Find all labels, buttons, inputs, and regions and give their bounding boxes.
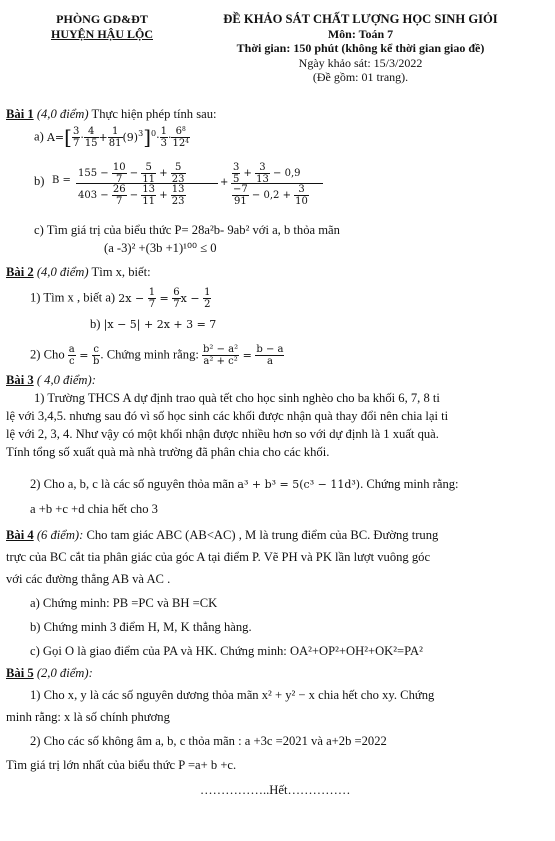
exam-time: Thời gian: 150 phút (không kể thời gian giao đề) — [236, 41, 485, 56]
bai2-label: Bài 2 — [6, 265, 34, 279]
bai2-q1a-prefix: 1) Tìm x , biết a) — [30, 290, 116, 305]
bai4-c: c) Gọi O là giao điểm của PA và HK. Chứng minh: OA²+OP²+OH²+OK²=PA² — [30, 644, 423, 658]
bai4-line1: Cho tam giác ABC (AB<AC) , M là trung điểm của BC. Đường trung — [86, 528, 439, 542]
bai3-p2-claim: . Chứng minh rằng: — [360, 477, 459, 491]
bai1-b-numerator: 155 − $\frac{10}{7}$ − $\frac{5}{11}$ + $\frac{5}{23}$ — [78, 162, 185, 185]
bai3-p1-line3: lệ với 2, 3, 4. Như vậy có một khối nhận được nhiều hơn so với dự định là 1 xuất quà. — [6, 427, 439, 441]
exam-date: Ngày khảo sát: 15/3/2022 — [298, 55, 423, 70]
bai2-intro: Tìm x, biết: — [91, 265, 151, 279]
bai3-points: ( 4,0 điểm): — [36, 373, 96, 387]
org-line-1: PHÒNG GD&ĐT — [56, 12, 148, 26]
bai1-points: (4,0 điểm) — [36, 107, 89, 121]
bai3-label: Bài 3 — [6, 373, 34, 387]
exam-title: ĐỀ KHẢO SÁT CHẤT LƯỢNG HỌC SINH GIỎI — [223, 12, 498, 26]
bai3-p1-line4: Tính tổng số xuất quà mà nhà trường đã phân chia cho các khối. — [6, 445, 330, 459]
bai4-b: b) Chứng minh 3 điểm H, M, K thẳng hàng. — [30, 620, 252, 634]
bai3-p2-line2: a +b +c +d chia hết cho 3 — [30, 502, 158, 516]
bai3-heading — [6, 372, 550, 388]
bai5-points: (2,0 điểm): — [36, 666, 93, 680]
bai5-label: Bài 5 — [6, 666, 34, 680]
bai4-points: (6 điểm): — [36, 528, 84, 542]
bai2-q2-prefix: 2) Cho — [30, 347, 65, 362]
bai1-b-label: b) — [34, 174, 45, 188]
bai1-a-formula: A=[ $\frac{3}{7}$ · $\frac{4}{15}$ + $\frac{1}{81}$ $(9)^3]^0\cdot$ $\frac{1}{3}$ · $\frac{6^8}{12^4}$ — [46, 124, 190, 149]
bai5-line4: Tìm giá trị lớn nhất của biểu thức P =a+ b +c. — [6, 758, 237, 772]
end-marker: ……………..Hết…………… — [200, 783, 351, 797]
bai2-q1a — [30, 287, 555, 310]
bai2-q1b-prefix: b) — [90, 317, 101, 331]
bai4-line2: trực của BC cắt tia phân giác của góc A tại điểm P. Vẽ PH và PK lần lượt vuông góc — [6, 550, 431, 564]
org-line-2: HUYỆN HẬU LỘC — [50, 27, 153, 41]
exam-pages: (Đề gồm: 01 trang). — [312, 70, 409, 85]
header-organization — [22, 12, 182, 42]
bai1-b-numerator-right: $\frac{3}{5}$ + $\frac{3}{13}$ − 0,9 — [233, 162, 301, 185]
bai2-q1b — [90, 316, 555, 333]
bai1-a-expression — [34, 126, 555, 149]
bai3-p2-line1 — [30, 476, 555, 493]
bai1-a-label: a) — [34, 129, 44, 144]
bai2-q1b-equation: |x − 5| + 2x + 3 = 7 — [103, 318, 217, 331]
bai4-heading — [6, 527, 550, 543]
bai4-label: Bài 4 — [6, 528, 34, 542]
bai1-c-condition: (a -3)² +(3b +1)¹⁰⁰ ≤ 0 — [104, 241, 217, 255]
bai2-q2-mid: . Chứng minh rằng: — [100, 347, 199, 362]
bai5-line3: 2) Cho các số không âm a, b, c thỏa mãn : a +3c =2021 và a+2b =2022 — [30, 734, 387, 748]
header-exam-info — [178, 12, 543, 85]
bai2-q2-claim: $\frac{\text{b² − a²}}{\text{a² + c²}}$ = $\frac{b - a}{a}$ — [203, 344, 284, 367]
bai1-b-denominator: 403 − $\frac{26}{7}$ − $\frac{13}{11}$ + $\frac{13}{23}$ — [78, 184, 185, 207]
bai2-q2 — [30, 344, 555, 367]
bai1-b-expression — [34, 162, 555, 207]
bai1-b-plus: + — [220, 177, 229, 188]
bai3-p1-line2: lệ với 3,4,5. nhưng sau đó vì số học sinh các khối được nhận quà thay đổi nên chia lại ti — [6, 409, 449, 423]
bai4-line3: với các đường thẳng AB và AC . — [6, 572, 171, 586]
bai3-p1-line1: 1) Trường THCS A dự định trao quà tết cho học sinh nghèo cho ba khối 6, 7, 8 ti — [34, 391, 440, 405]
bai1-b-lhs: B = — [52, 175, 71, 186]
bai1-heading — [6, 106, 550, 122]
bai3-p2-intro: 2) Cho a, b, c là các số nguyên thỏa mãn — [30, 477, 235, 491]
bai1-b-denominator-right: $\frac{-7}{91}$ − 0,2 + $\frac{3}{10}$ — [233, 184, 308, 207]
bai3-p2-equation: a³ + b³ = 5(c³ − 11d³) — [237, 478, 361, 491]
bai1-label: Bài 1 — [6, 107, 34, 121]
bai1-c-text: c) Tìm giá trị của biểu thức P= 28a²b- 9ab² với a, b thỏa mãn — [34, 223, 340, 237]
bai5-heading — [6, 665, 550, 681]
bai2-heading — [6, 264, 550, 280]
exam-subject: Môn: Toán 7 — [327, 26, 394, 41]
bai5-line1: 1) Cho x, y là các số nguyên dương thỏa mãn x² + y² − x chia hết cho xy. Chứng — [30, 688, 435, 702]
bai2-q1a-equation: 2x − $\frac{1}{7}$ = $\frac{6}{7}$ x − $\frac{1}{2}$ — [118, 287, 211, 310]
bai2-q2-given: $\frac{a}{c}$ = $\frac{c}{b}$ — [68, 344, 100, 367]
bai2-points: (4,0 điểm) — [36, 265, 89, 279]
bai4-a: a) Chứng minh: PB =PC và BH =CK — [30, 596, 218, 610]
bai1-intro: Thực hiện phép tính sau: — [91, 107, 217, 121]
bai5-line2: minh rằng: x là số chính phương — [6, 710, 170, 724]
